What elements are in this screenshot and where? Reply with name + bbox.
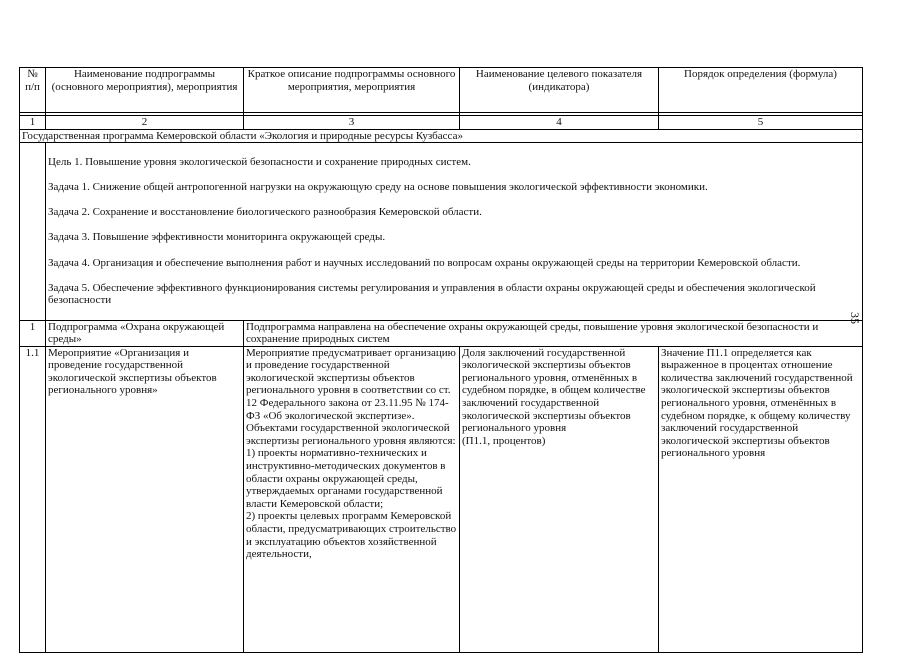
goal-line: Цель 1. Повышение уровня экологической безопасности и сохранение природных систем. bbox=[48, 155, 471, 168]
program-title: Государственная программа Кемеровской области «Экология и природные ресурсы Кузбасса» bbox=[20, 129, 863, 143]
measure-formula: Значение П1.1 определяется как выраженное в процентах отношение количества заключений государственной экологической экспертизы объектов регионального уровня, отменённых в судебном порядке, к общему количеству заключений государственной экологической экспертизы объектов регионального уровня bbox=[659, 346, 863, 652]
header-description: Краткое описание подпрограммы основного мероприятия, мероприятия bbox=[244, 68, 460, 113]
measure-description: Мероприятие предусматривает организацию и проведение государственной экологической экспертизы объектов регионального уровня в соответствии со ст. 12 Федерального закона от 23.11.95 № 174-ФЗ «Об экологической экспертизе». Объектами государственной экологической экспертизы регионального уровня являются: 1) проекты нормативно-технических и инструктивно-методических документов в области охраны окружающей среды, утверждаемых органами государственной власти Кемеровской области; 2) проекты целевых программ Кемеровской области, предусматривающих строительство и эксплуатацию объектов хозяйственной деятельности, bbox=[244, 346, 460, 652]
column-number: 5 bbox=[659, 116, 863, 130]
subprogram-description: Подпрограмма направлена на обеспечение охраны окружающей среды, повышение уровня экологической безопасности и сохранение природных систем bbox=[244, 320, 863, 346]
goal-row bbox=[20, 143, 863, 320]
page-number: 35 bbox=[848, 312, 862, 324]
subprogram-name: Подпрограмма «Охрана окружающей среды» bbox=[46, 320, 244, 346]
task-line: Задача 4. Организация и обеспечение выполнения работ и научных исследований по вопросам охраны окружающей среды на территории Кемеровской области. bbox=[48, 256, 801, 269]
task-line: Задача 3. Повышение эффективности мониторинга окружающей среды. bbox=[48, 231, 386, 244]
header-row bbox=[20, 68, 863, 113]
subprogram-row bbox=[20, 320, 863, 346]
column-number: 4 bbox=[460, 116, 659, 130]
measure-row bbox=[20, 346, 863, 652]
header-name: Наименование подпрограммы (основного мероприятия), мероприятия bbox=[46, 68, 244, 113]
header-indicator: Наименование целевого показателя (индикатора) bbox=[460, 68, 659, 113]
measure-name: Мероприятие «Организация и проведение государственной экологической экспертизы объектов регионального уровня» bbox=[46, 346, 244, 652]
task-line: Задача 2. Сохранение и восстановление биологического разнообразия Кемеровской области. bbox=[48, 206, 482, 219]
goal-block bbox=[46, 143, 863, 320]
header-formula: Порядок определения (формула) bbox=[659, 68, 863, 113]
measure-indicator: Доля заключений государственной экологической экспертизы объектов регионального уровня, отменённых в судебном порядке, в общем количестве заключений государственной экологической экспертизы объектов регионального уровня (П1.1, процентов) bbox=[460, 346, 659, 652]
program-table bbox=[19, 67, 863, 653]
column-number: 1 bbox=[20, 116, 46, 130]
task-line: Задача 1. Снижение общей антропогенной нагрузки на окружающую среду на основе повышения экологической эффективности экономики. bbox=[48, 180, 708, 193]
column-number-row bbox=[20, 116, 863, 130]
program-title-row bbox=[20, 129, 863, 143]
column-number: 3 bbox=[244, 116, 460, 130]
task-line: Задача 5. Обеспечение эффективного функционирования системы регулирования и управления в области охраны окружающей среды и обеспечения экологической безопасности bbox=[48, 281, 816, 307]
subprogram-num: 1 bbox=[20, 320, 46, 346]
column-number: 2 bbox=[46, 116, 244, 130]
header-num: № п/п bbox=[20, 68, 46, 113]
measure-num: 1.1 bbox=[20, 346, 46, 652]
